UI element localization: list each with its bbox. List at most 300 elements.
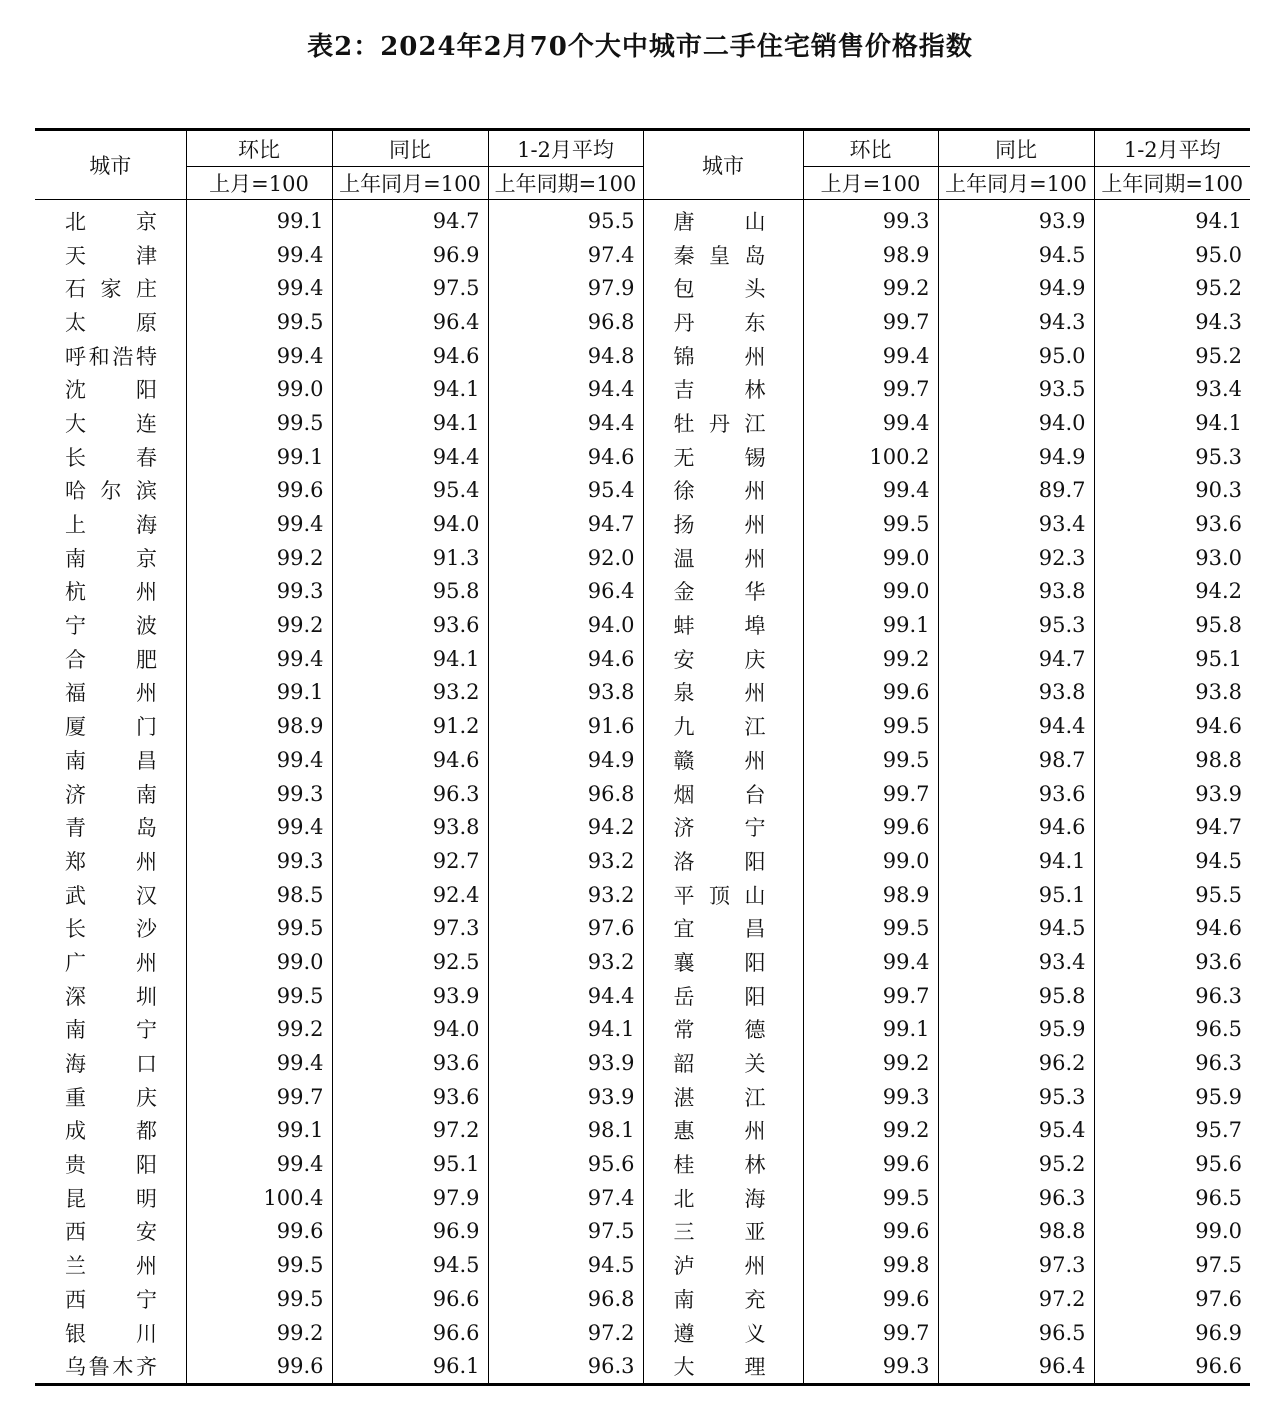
table-row [35, 979, 1250, 1013]
yoy-value: 96.2 [938, 1046, 1094, 1080]
mom-value: 100.4 [186, 1181, 332, 1215]
mom-value: 99.4 [186, 743, 332, 777]
avg-value: 92.0 [488, 541, 643, 575]
city-name: 重庆 [65, 1085, 157, 1110]
yoy-value: 95.1 [332, 1147, 488, 1181]
table-row [35, 1147, 1250, 1181]
avg-value: 98.8 [1094, 743, 1250, 777]
avg-value: 96.8 [488, 777, 643, 811]
city-name: 泉州 [673, 681, 766, 706]
avg-value: 97.4 [488, 238, 643, 272]
city-cell [643, 810, 803, 844]
city-cell [35, 1215, 186, 1249]
mom-value: 99.5 [803, 743, 938, 777]
city-name: 哈尔滨 [65, 479, 157, 504]
header-yoy-right: 同比 [938, 130, 1094, 167]
city-cell [643, 979, 803, 1013]
city-name: 大连 [65, 411, 157, 436]
table-row [35, 676, 1250, 710]
city-name: 韶关 [673, 1052, 766, 1077]
city-cell [643, 541, 803, 575]
mom-value: 99.2 [186, 541, 332, 575]
table-row [35, 709, 1250, 743]
avg-value: 95.1 [1094, 642, 1250, 676]
yoy-value: 96.6 [332, 1316, 488, 1350]
city-cell [643, 608, 803, 642]
city-cell [643, 777, 803, 811]
yoy-value: 97.2 [938, 1282, 1094, 1316]
city-name: 石家庄 [65, 277, 157, 302]
header-city: 城市 [35, 130, 186, 200]
mom-value: 99.1 [186, 676, 332, 710]
avg-value: 96.5 [1094, 1013, 1250, 1047]
city-name: 三亚 [673, 1220, 766, 1245]
city-cell [35, 1046, 186, 1080]
city-name: 济南 [65, 782, 157, 807]
yoy-value: 97.3 [332, 911, 488, 945]
avg-value: 93.8 [1094, 676, 1250, 710]
yoy-value: 91.2 [332, 709, 488, 743]
yoy-value: 96.3 [938, 1181, 1094, 1215]
yoy-value: 94.4 [332, 440, 488, 474]
avg-value: 94.5 [488, 1248, 643, 1282]
city-cell [35, 608, 186, 642]
city-cell [35, 1181, 186, 1215]
city-name: 上海 [65, 513, 157, 538]
city-cell [35, 271, 186, 305]
avg-value: 95.7 [1094, 1114, 1250, 1148]
mom-value: 99.6 [186, 474, 332, 508]
avg-value: 94.3 [1094, 305, 1250, 339]
city-name: 金华 [673, 580, 766, 605]
city-cell [35, 238, 186, 272]
mom-value: 99.4 [803, 945, 938, 979]
avg-value: 98.1 [488, 1114, 643, 1148]
city-cell [35, 945, 186, 979]
mom-value: 99.3 [186, 844, 332, 878]
city-cell [35, 911, 186, 945]
yoy-value: 94.7 [332, 200, 488, 238]
avg-value: 96.5 [1094, 1181, 1250, 1215]
avg-value: 93.2 [488, 844, 643, 878]
city-name: 济宁 [673, 816, 766, 841]
city-name: 海口 [65, 1052, 157, 1077]
yoy-value: 93.6 [332, 1046, 488, 1080]
avg-value: 97.5 [1094, 1248, 1250, 1282]
table-body [35, 200, 1250, 1385]
city-cell [643, 1013, 803, 1047]
mom-value: 99.3 [803, 1080, 938, 1114]
city-name: 呼和浩特 [65, 344, 157, 369]
header-mom-base-right: 上月=100 [803, 167, 938, 200]
mom-value: 99.4 [186, 339, 332, 373]
city-cell [643, 642, 803, 676]
header-row-primary [35, 130, 1250, 167]
city-cell [35, 1316, 186, 1350]
table-row [35, 642, 1250, 676]
mom-value: 99.6 [803, 1282, 938, 1316]
header-avg-base: 上年同期=100 [488, 167, 643, 200]
mom-value: 99.1 [186, 200, 332, 238]
city-cell [643, 1046, 803, 1080]
yoy-value: 89.7 [938, 474, 1094, 508]
city-cell [643, 1316, 803, 1350]
mom-value: 99.6 [803, 1147, 938, 1181]
yoy-value: 96.5 [938, 1316, 1094, 1350]
city-name: 成都 [65, 1119, 157, 1144]
yoy-value: 96.3 [332, 777, 488, 811]
city-name: 常德 [673, 1018, 766, 1043]
header-yoy-base: 上年同月=100 [332, 167, 488, 200]
city-name: 蚌埠 [673, 614, 766, 639]
city-cell [35, 979, 186, 1013]
city-name: 扬州 [673, 513, 766, 538]
yoy-value: 96.4 [938, 1349, 1094, 1384]
avg-value: 93.6 [1094, 507, 1250, 541]
mom-value: 100.2 [803, 440, 938, 474]
yoy-value: 94.0 [938, 406, 1094, 440]
city-cell [643, 238, 803, 272]
mom-value: 99.4 [186, 1147, 332, 1181]
avg-value: 91.6 [488, 709, 643, 743]
header-mom-right: 环比 [803, 130, 938, 167]
avg-value: 95.8 [1094, 608, 1250, 642]
yoy-value: 94.7 [938, 642, 1094, 676]
avg-value: 90.3 [1094, 474, 1250, 508]
city-cell [643, 676, 803, 710]
city-cell [35, 440, 186, 474]
city-name: 深圳 [65, 984, 157, 1009]
avg-value: 93.9 [488, 1046, 643, 1080]
table-row [35, 1114, 1250, 1148]
mom-value: 99.5 [803, 709, 938, 743]
city-cell [35, 777, 186, 811]
city-name: 武汉 [65, 883, 157, 908]
avg-value: 94.2 [488, 810, 643, 844]
city-cell [643, 339, 803, 373]
header-avg-base-right: 上年同期=100 [1094, 167, 1250, 200]
city-cell [643, 1349, 803, 1384]
city-name: 杭州 [65, 580, 157, 605]
yoy-value: 93.5 [938, 372, 1094, 406]
table-row [35, 1046, 1250, 1080]
city-cell [643, 440, 803, 474]
yoy-value: 93.6 [938, 777, 1094, 811]
yoy-value: 96.9 [332, 1215, 488, 1249]
avg-value: 94.7 [488, 507, 643, 541]
city-name: 南昌 [65, 748, 157, 773]
city-cell [35, 1282, 186, 1316]
yoy-value: 94.1 [332, 406, 488, 440]
mom-value: 99.5 [803, 911, 938, 945]
city-cell [35, 642, 186, 676]
avg-value: 97.4 [488, 1181, 643, 1215]
city-name: 西安 [65, 1220, 157, 1245]
yoy-value: 93.8 [938, 575, 1094, 609]
mom-value: 99.5 [186, 305, 332, 339]
avg-value: 95.2 [1094, 339, 1250, 373]
city-name: 无锡 [673, 445, 766, 470]
city-name: 合肥 [65, 647, 157, 672]
yoy-value: 94.0 [332, 507, 488, 541]
avg-value: 94.0 [488, 608, 643, 642]
city-cell [35, 1114, 186, 1148]
avg-value: 96.8 [488, 1282, 643, 1316]
yoy-value: 94.0 [332, 1013, 488, 1047]
mom-value: 99.0 [803, 575, 938, 609]
yoy-value: 94.9 [938, 440, 1094, 474]
yoy-value: 94.9 [938, 271, 1094, 305]
mom-value: 99.4 [186, 642, 332, 676]
mom-value: 99.1 [186, 440, 332, 474]
mom-value: 99.1 [186, 1114, 332, 1148]
mom-value: 99.5 [186, 911, 332, 945]
mom-value: 99.8 [803, 1248, 938, 1282]
city-name: 厦门 [65, 715, 157, 740]
table-row [35, 608, 1250, 642]
city-cell [643, 1147, 803, 1181]
avg-value: 93.0 [1094, 541, 1250, 575]
yoy-value: 95.3 [938, 608, 1094, 642]
yoy-value: 97.2 [332, 1114, 488, 1148]
city-name: 长春 [65, 445, 157, 470]
city-name: 银川 [65, 1321, 157, 1346]
avg-value: 94.2 [1094, 575, 1250, 609]
city-name: 丹东 [673, 310, 766, 335]
mom-value: 99.7 [803, 777, 938, 811]
header-avg: 1-2月平均 [488, 130, 643, 167]
table-row [35, 777, 1250, 811]
mom-value: 99.3 [186, 777, 332, 811]
city-name: 岳阳 [673, 984, 766, 1009]
city-cell [35, 200, 186, 238]
yoy-value: 92.3 [938, 541, 1094, 575]
city-name: 襄阳 [673, 950, 766, 975]
header-mom-base: 上月=100 [186, 167, 332, 200]
mom-value: 98.9 [186, 709, 332, 743]
mom-value: 99.7 [803, 979, 938, 1013]
mom-value: 99.4 [186, 507, 332, 541]
avg-value: 96.6 [1094, 1349, 1250, 1384]
mom-value: 99.6 [803, 810, 938, 844]
yoy-value: 93.6 [332, 1080, 488, 1114]
avg-value: 97.6 [488, 911, 643, 945]
city-cell [35, 372, 186, 406]
header-yoy: 同比 [332, 130, 488, 167]
table-row [35, 1215, 1250, 1249]
yoy-value: 91.3 [332, 541, 488, 575]
city-cell [643, 1181, 803, 1215]
city-cell [35, 676, 186, 710]
avg-value: 95.2 [1094, 271, 1250, 305]
mom-value: 99.6 [186, 1349, 332, 1384]
avg-value: 94.6 [488, 440, 643, 474]
avg-value: 96.9 [1094, 1316, 1250, 1350]
avg-value: 93.2 [488, 945, 643, 979]
page-title: 表2：2024年2月70个大中城市二手住宅销售价格指数 [307, 32, 973, 62]
city-cell [643, 844, 803, 878]
city-cell [643, 911, 803, 945]
city-cell [35, 844, 186, 878]
mom-value: 99.2 [803, 1046, 938, 1080]
table-row [35, 507, 1250, 541]
city-name: 遵义 [673, 1321, 766, 1346]
avg-value: 94.8 [488, 339, 643, 373]
city-cell [35, 743, 186, 777]
city-cell [643, 1080, 803, 1114]
city-name: 安庆 [673, 647, 766, 672]
city-cell [643, 1215, 803, 1249]
yoy-value: 95.2 [938, 1147, 1094, 1181]
yoy-value: 94.5 [938, 911, 1094, 945]
city-cell [35, 1147, 186, 1181]
mom-value: 99.4 [803, 406, 938, 440]
table-row [35, 1080, 1250, 1114]
city-name: 贵阳 [65, 1153, 157, 1178]
table-row [35, 911, 1250, 945]
avg-value: 93.9 [1094, 777, 1250, 811]
yoy-value: 93.8 [938, 676, 1094, 710]
yoy-value: 95.3 [938, 1080, 1094, 1114]
mom-value: 99.5 [186, 406, 332, 440]
yoy-value: 94.5 [332, 1248, 488, 1282]
avg-value: 96.4 [488, 575, 643, 609]
yoy-value: 94.4 [938, 709, 1094, 743]
avg-value: 95.3 [1094, 440, 1250, 474]
table-row [35, 271, 1250, 305]
avg-value: 96.3 [1094, 1046, 1250, 1080]
table-row [35, 372, 1250, 406]
table-row [35, 238, 1250, 272]
table-row [35, 440, 1250, 474]
mom-value: 99.6 [186, 1215, 332, 1249]
city-name: 九江 [673, 715, 766, 740]
table-row [35, 743, 1250, 777]
city-name: 桂林 [673, 1153, 766, 1178]
avg-value: 94.1 [1094, 200, 1250, 238]
mom-value: 99.6 [803, 676, 938, 710]
yoy-value: 95.8 [938, 979, 1094, 1013]
avg-value: 94.5 [1094, 844, 1250, 878]
city-cell [643, 372, 803, 406]
yoy-value: 92.4 [332, 878, 488, 912]
city-name: 南宁 [65, 1018, 157, 1043]
yoy-value: 95.1 [938, 878, 1094, 912]
table-row [35, 575, 1250, 609]
yoy-value: 94.6 [938, 810, 1094, 844]
mom-value: 99.2 [803, 271, 938, 305]
avg-value: 99.0 [1094, 1215, 1250, 1249]
yoy-value: 95.8 [332, 575, 488, 609]
yoy-value: 97.5 [332, 271, 488, 305]
city-cell [643, 1114, 803, 1148]
city-cell [35, 709, 186, 743]
mom-value: 99.0 [186, 372, 332, 406]
header-yoy-base-right: 上年同月=100 [938, 167, 1094, 200]
avg-value: 94.1 [1094, 406, 1250, 440]
mom-value: 99.3 [803, 1349, 938, 1384]
city-name: 牡丹江 [673, 411, 766, 436]
avg-value: 95.0 [1094, 238, 1250, 272]
avg-value: 93.2 [488, 878, 643, 912]
table-row [35, 1316, 1250, 1350]
table-row [35, 406, 1250, 440]
city-name: 徐州 [673, 479, 766, 504]
yoy-value: 94.6 [332, 339, 488, 373]
avg-value: 96.8 [488, 305, 643, 339]
header-avg-right: 1-2月平均 [1094, 130, 1250, 167]
mom-value: 99.4 [186, 238, 332, 272]
avg-value: 94.6 [488, 642, 643, 676]
yoy-value: 94.1 [938, 844, 1094, 878]
table-row [35, 474, 1250, 508]
city-name: 福州 [65, 681, 157, 706]
table-row [35, 844, 1250, 878]
city-name: 泸州 [673, 1254, 766, 1279]
city-name: 湛江 [673, 1085, 766, 1110]
city-cell [35, 406, 186, 440]
table-row [35, 541, 1250, 575]
city-name: 锦州 [673, 344, 766, 369]
city-cell [35, 1248, 186, 1282]
city-cell [35, 1080, 186, 1114]
yoy-value: 94.6 [332, 743, 488, 777]
mom-value: 99.2 [186, 1013, 332, 1047]
city-cell [643, 575, 803, 609]
city-name: 兰州 [65, 1254, 157, 1279]
mom-value: 99.4 [186, 810, 332, 844]
yoy-value: 94.1 [332, 372, 488, 406]
city-name: 赣州 [673, 748, 766, 773]
city-name: 唐山 [673, 209, 766, 234]
city-cell [643, 709, 803, 743]
city-cell [643, 945, 803, 979]
avg-value: 96.3 [1094, 979, 1250, 1013]
yoy-value: 93.2 [332, 676, 488, 710]
city-name: 广州 [65, 950, 157, 975]
table-row [35, 878, 1250, 912]
city-name: 宜昌 [673, 917, 766, 942]
yoy-value: 97.3 [938, 1248, 1094, 1282]
table-row [35, 945, 1250, 979]
city-name: 大理 [673, 1355, 766, 1380]
city-cell [643, 878, 803, 912]
avg-value: 95.5 [488, 200, 643, 238]
table-row [35, 305, 1250, 339]
city-name: 南京 [65, 546, 157, 571]
yoy-value: 93.6 [332, 608, 488, 642]
city-cell [35, 474, 186, 508]
yoy-value: 94.3 [938, 305, 1094, 339]
mom-value: 99.4 [186, 271, 332, 305]
city-cell [643, 271, 803, 305]
mom-value: 99.0 [803, 541, 938, 575]
mom-value: 99.3 [186, 575, 332, 609]
city-name: 洛阳 [673, 849, 766, 874]
mom-value: 99.5 [803, 1181, 938, 1215]
avg-value: 97.2 [488, 1316, 643, 1350]
header-city-right: 城市 [643, 130, 803, 200]
yoy-value: 98.8 [938, 1215, 1094, 1249]
table-row [35, 339, 1250, 373]
mom-value: 99.4 [803, 339, 938, 373]
mom-value: 99.5 [803, 507, 938, 541]
avg-value: 95.9 [1094, 1080, 1250, 1114]
city-name: 宁波 [65, 614, 157, 639]
yoy-value: 93.8 [332, 810, 488, 844]
yoy-value: 98.7 [938, 743, 1094, 777]
table-row [35, 1282, 1250, 1316]
